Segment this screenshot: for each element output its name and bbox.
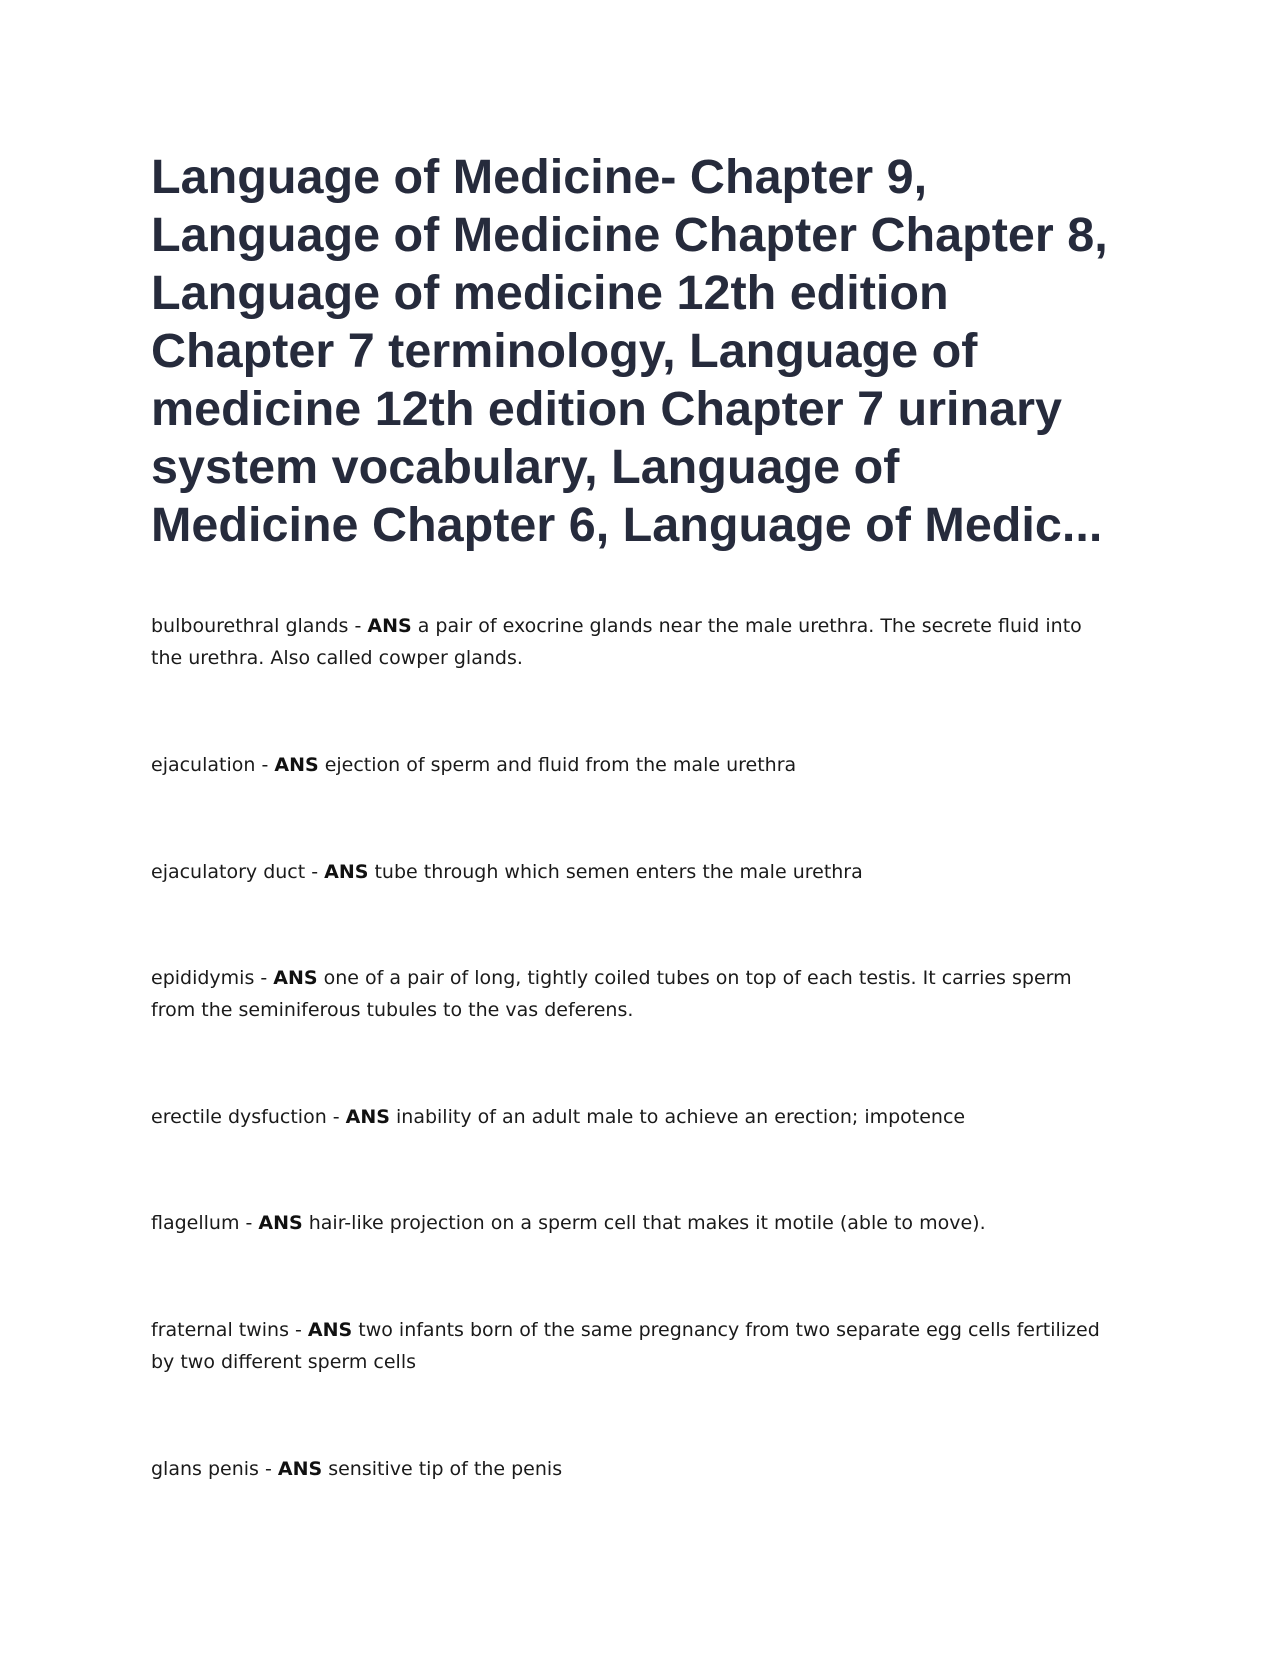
entry-ejaculation [151,749,1111,781]
entry-term: bulbourethral glands - [151,615,368,637]
entry-epididymis [151,962,1111,1026]
entry-term: flagellum - [151,1212,259,1234]
entry-term: ejaculation - [151,754,275,776]
entry-erectile-dysfuction [151,1101,1111,1133]
entry-ans-label: ANS [345,1106,390,1128]
entry-definition: hair-like projection on a sperm cell that makes it motile (able to move). [302,1212,986,1234]
entry-term: erectile dysfuction - [151,1106,346,1128]
entry-ans-label: ANS [277,1458,323,1480]
entry-ans-label: ANS [324,861,369,883]
entry-ans-label: ANS [274,754,319,776]
entry-fraternal-twins [151,1314,1111,1378]
entry-term: fraternal twins - [151,1319,308,1341]
entry-ans-label: ANS [367,615,412,637]
entry-flagellum [151,1207,1111,1239]
entry-definition: one of a pair of long, tightly coiled tubes on top of each testis. It carries sperm from the seminiferous tubules to the vas deferens. [151,967,1072,1021]
entry-ejaculatory-duct [151,856,1111,888]
entry-definition: ejection of sperm and fluid from the male urethra [318,754,797,776]
entry-definition: tube through which semen enters the male urethra [368,861,863,883]
entry-definition: a pair of exocrine glands near the male urethra. The secrete fluid into the urethra. Also called cowper glands. [151,615,1082,669]
document-title: Language of Medicine- Chapter 9, Language of Medicine Chapter Chapter 8, Language of medicine 12th edition Chapter 7 terminology, Language of medicine 12th edition Chapter 7 urinary system vocabulary, Language of Medicine Chapter 6, Language of Medic... [151,150,1108,552]
entry-term: epididymis - [151,967,274,989]
entry-definition: sensitive tip of the penis [322,1458,563,1480]
entry-ans-label: ANS [258,1212,303,1234]
entry-term: glans penis - [151,1458,278,1480]
entry-definition: inability of an adult male to achieve an erection; impotence [389,1106,966,1128]
entry-term: ejaculatory duct - [151,861,325,883]
entry-definition: two infants born of the same pregnancy from two separate egg cells fertilized by two different sperm cells [151,1319,1100,1373]
entry-bulbourethral-glands [151,610,1111,674]
entry-ans-label: ANS [307,1319,353,1341]
entry-glans-penis [151,1453,1111,1485]
entry-ans-label: ANS [273,967,318,989]
